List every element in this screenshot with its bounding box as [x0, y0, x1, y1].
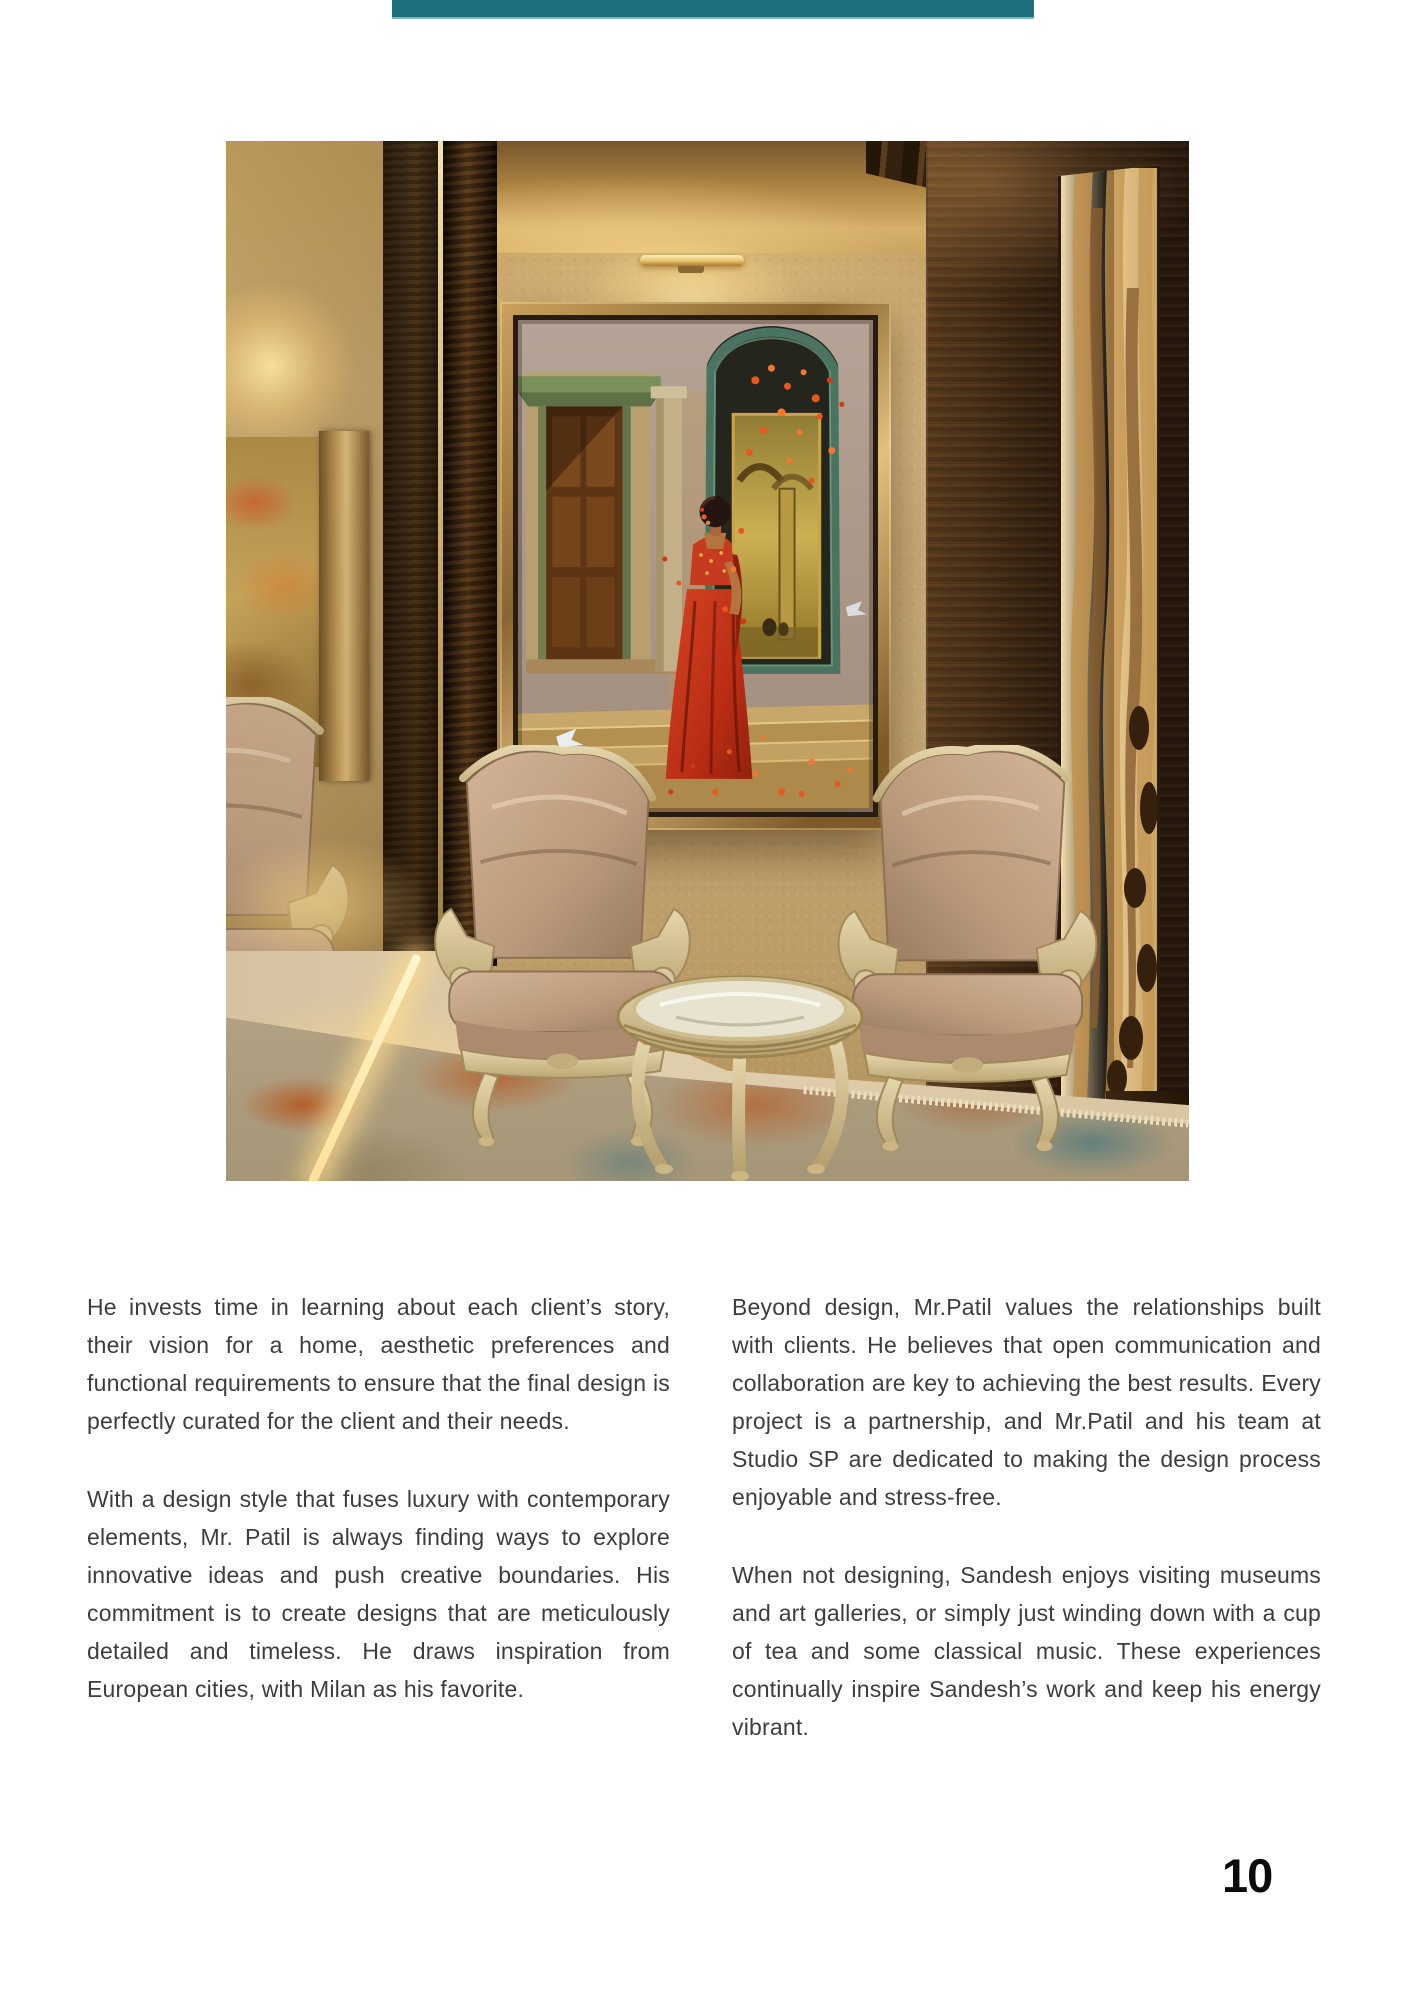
article-right-column	[732, 1288, 1321, 1746]
painting-scene	[518, 320, 873, 812]
picture-light	[640, 255, 744, 266]
picture-light-bracket	[678, 266, 704, 273]
paragraph: When not designing, Sandesh enjoys visiting museums and art galleries, or simply just winding down with a cup of tea and some classical music. These experiences continually inspire Sandesh’s work and keep his energy vibrant.	[732, 1562, 1321, 1740]
mirror-glass-tint	[226, 141, 443, 959]
paragraph: Beyond design, Mr.Patil values the relationships built with clients. He believes that open communication and collaboration are key to achieving the best results. Every project is a partnership, and Mr.Patil and his team at Studio SP are dedicated to making the design process enjoyable and stress-free.	[732, 1294, 1321, 1510]
interior-photo	[226, 141, 1189, 1181]
paragraph: With a design style that fuses luxury with contemporary elements, Mr. Patil is always finding ways to explore innovative ideas and push creative boundaries. His commitment is to create designs that are meticulously detailed and timeless. He draws inspiration from European cities, with Milan as his favorite.	[87, 1486, 670, 1702]
page-number: 10	[1222, 1849, 1273, 1902]
mirror-panel	[226, 141, 443, 959]
header-accent-bar	[392, 0, 1034, 19]
paragraph: He invests time in learning about each client’s story, their vision for a home, aesthetic preferences and functional requirements to ensure that the final design is perfectly curated for the client and their needs.	[87, 1294, 670, 1434]
table-glass-top	[634, 979, 846, 1039]
painting-canvas	[518, 320, 873, 812]
painting-pillar	[651, 386, 687, 671]
article-left-column	[87, 1288, 670, 1708]
coffee-table	[610, 955, 870, 1181]
